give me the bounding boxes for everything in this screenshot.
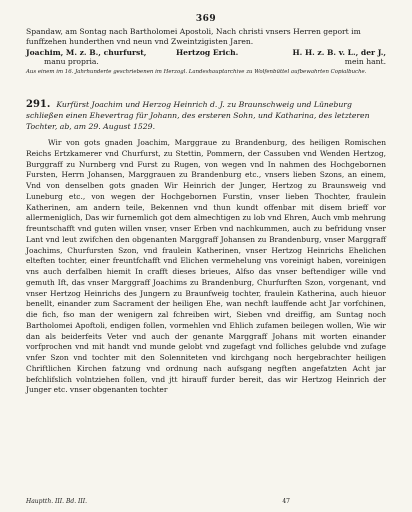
body-paragraph: Wir von gots gnaden Joachim, Marggraue zu Brandenburg, des heiligen Romischen Reichs Ertzkamerer vnd Churfurst, zu Stettin, Pommern, der Cassuben vnd Wenden Hertzog, Burggraff zu Nurnberg vnd Furst zu Rugen, von wegen vnd In nahmen des Hochgebornen Fursten, Herrn Johansen, Marggrauen zu Brandenburg etc., vnsers lieben Szons, an einem, Vnd von denselben gots gnaden Wir Heinrich der Junger, Hertzog zu Braunsweig vnd Luneburg etc., von wegen der Hochgebornen Furstin, vnser lieben Thochter, fraulein Katherinen, am andern teile, Bekennen vnd thun kundt offenbar mit disem brieff vor allermeniglich, Das wir furnemlich got dem almechtigen zu lob vnd Ehren, Auch vmb mehrung freuntschafft vnd guten willen vnser, vnser Erben vnd nachkummen, auch zu befridung vnser Lant vnd leut zwifchen den obgenanten Marggraff Johansen zu Brandenburg, vnser Marggraff Joachims, Churfursten Szon, vnd fraulein Katherinen, vnser Hertzog Heinrichs Ehelichen elteften tochter, einer freuntfchafft vnd Elichen vermehelung vns voreinigt haben, voreinigen vns auch derfalben hiemit In crafft dieses brieues, Alfso das vnser beftendiger wille vnd gemuth Ift, das vnser Marggraff Joachims zu Brandenburg, Churfurften Szon, vorgenant, vnd vnser Hertzog Heinrichs des Jungern zu Braunfweig tochter, fraulein Katherina, auch hieuor benellt, einander zum Sacrament der heiligen Ehe, wan nechft lauffende acht Jar vorfchinen, die fich, fso man der wenigern zal fchreiben wirt, Sieben vnd dreiffig, am Suntag noch Bartholomei Apoftoli, endigen follen, vormehlen vnd Ehlich zufamen beilegen wollen, Wie wir dan als beiderfeits Veter vnd auch der genante Marggraff Johans mit worten einander vorfprochen vnd mit handt vnd munde gelobt vnd zugefagt vnd folliches gelubde vnd zufage vnfer Szon vnd tochter mit den Solenniteten vnd kirchgang noch hergebrachter heiligen Chriftlichen Kirchen fatzung vnd ordnung nach aufsgang negften angefatzten Acht jar befchlifslich volntziehen follen, vnd jtt hirauff furder bereit, das wir Hertzog Heinrich der Junger etc. vnser obgenanten tochter <box>26 138 386 395</box>
page-footer <box>26 498 386 505</box>
document-body <box>26 138 386 396</box>
document-heading-text: Kurfürst Joachim und Herzog Heinrich d. J. zu Braunschweig und Lüneburg schließen einen Ehevertrag für Johann, des ersteren Sohn, und Katharina, des letzteren Tochter, ab, am 29. August 1529. <box>26 100 370 131</box>
signature-row <box>26 48 386 57</box>
signature-heinrich: H. H. z. B. v. L., der J., <box>292 48 386 58</box>
signature-heinrich-note: mein hant. <box>344 57 386 67</box>
signature-erich: Hertzog Erich. <box>176 48 239 58</box>
preceding-document-closing <box>26 27 386 47</box>
signature-block <box>26 48 386 66</box>
document-heading <box>26 100 386 132</box>
signature-subrow <box>26 57 386 66</box>
source-note: Aus einem im 16. Jahrhunderte geschriebenen im Herzogl. Landeshauptarchive zu Wolfenbüttel aufbewahrten Copialbuche. <box>26 69 367 76</box>
signature-joachim-note: manu propria. <box>44 57 99 67</box>
footer-sheet-number: 47 <box>282 498 290 505</box>
page-number: 369 <box>195 14 217 24</box>
document-number: 291. <box>26 99 51 111</box>
footer-signature: Hauptth. III. Bd. III. <box>26 498 88 505</box>
signature-joachim: Joachim, M. z. B., churfurst, <box>26 48 147 58</box>
signature-erich-note <box>185 57 285 66</box>
closing-text: Spandaw, am Sontag nach Bartholomei Apostoli, Nach christi vnsers Herren geport im funffzehen hunderthen vnd neun vnd Zweintzigisten Jaren. <box>26 27 361 47</box>
